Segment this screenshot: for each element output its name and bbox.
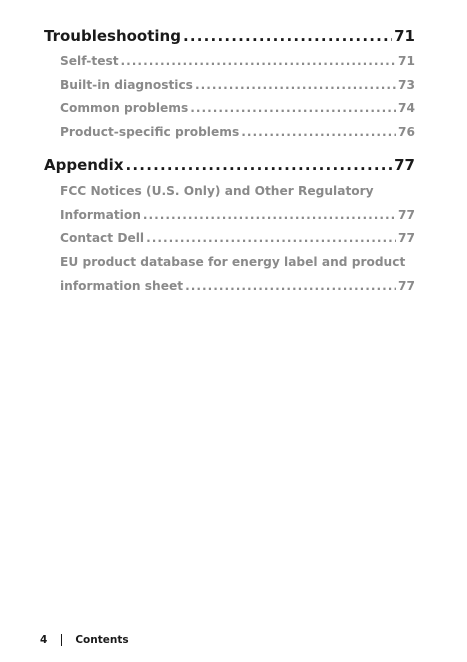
footer-divider: [61, 634, 62, 646]
toc-title: information sheet: [60, 279, 184, 293]
toc-title: Appendix: [44, 156, 124, 174]
dot-leader: [143, 208, 396, 222]
toc-title: Information: [60, 208, 141, 222]
dot-leader: [241, 125, 396, 139]
toc-entry-troubleshooting[interactable]: [44, 27, 415, 45]
toc-page-number: 77: [398, 231, 415, 245]
toc-entry-eu-database[interactable]: [60, 279, 415, 293]
toc-entry-contact-dell[interactable]: [60, 231, 415, 245]
toc-page-number: 76: [398, 125, 415, 139]
toc-page-number: 71: [394, 27, 415, 45]
toc-page-number: 77: [394, 156, 415, 174]
toc-title: Built-in diagnostics: [60, 78, 193, 92]
toc-entry-product-specific-problems[interactable]: [60, 125, 415, 139]
dot-leader: [185, 279, 396, 293]
toc-page-number: 71: [398, 54, 415, 68]
toc-title: Troubleshooting: [44, 27, 181, 45]
dot-leader: [195, 78, 396, 92]
toc-page-number: 73: [398, 78, 415, 92]
page-footer: [40, 634, 129, 646]
toc-entry-builtin-diagnostics[interactable]: [60, 78, 415, 92]
footer-page-number: 4: [40, 634, 48, 646]
dot-leader: [121, 54, 396, 68]
toc-page-number: 77: [398, 279, 415, 293]
toc-entry-appendix[interactable]: [44, 156, 415, 174]
toc-page-number: 74: [398, 101, 415, 115]
toc-title: Product-specific problems: [60, 125, 240, 139]
toc-page-number: 77: [398, 208, 415, 222]
footer-section-name: Contents: [75, 634, 129, 646]
toc-title: Self-test: [60, 54, 119, 68]
toc-entry-common-problems[interactable]: [60, 101, 415, 115]
toc-title: Contact Dell: [60, 231, 145, 245]
toc-title: Common problems: [60, 101, 189, 115]
dot-leader: [183, 27, 392, 45]
toc-entry-eu-database-line1[interactable]: EU product database for energy label and product: [60, 255, 406, 269]
dot-leader: [190, 101, 396, 115]
dot-leader: [126, 156, 393, 174]
dot-leader: [146, 231, 396, 245]
toc-entry-fcc-notices[interactable]: [60, 208, 415, 222]
toc-entry-self-test[interactable]: [60, 54, 415, 68]
toc-entry-fcc-line1[interactable]: FCC Notices (U.S. Only) and Other Regulatory: [60, 184, 374, 198]
